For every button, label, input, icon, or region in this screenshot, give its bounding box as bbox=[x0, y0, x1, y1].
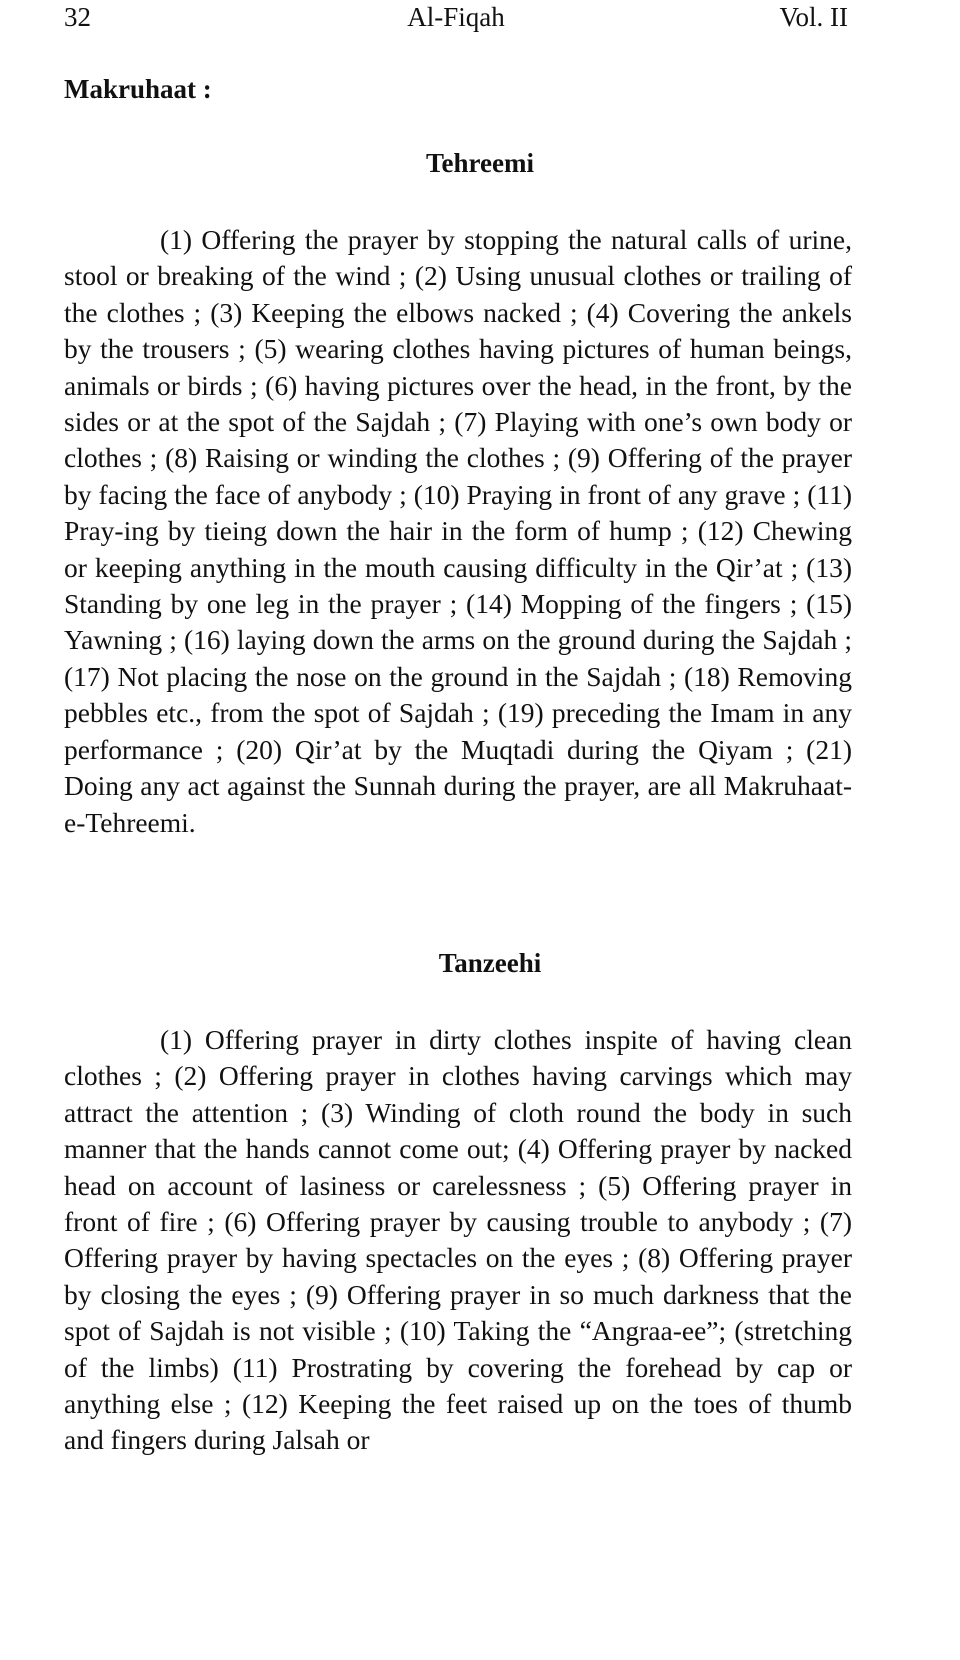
page-number: 32 bbox=[64, 2, 91, 32]
tanzeehi-heading: Tanzeehi bbox=[438, 948, 542, 978]
tehreemi-paragraph: (1) Offering the prayer by stopping the natural calls of urine, stool or breaking of the wind ; (2) Using unusual clothes or trailing of the clothes ; (3) Keeping the elbows nacked ; (4) Covering the ankels by the trousers ; (5) wearing clothes having pictures of human beings, animals or birds ; (6) having pictures over the head, in the front, by the sides or at the spot of the Sajdah ; (7) Playing with one’s own body or clothes ; (8) Raising or winding the clothes ; (9) Offering of the prayer by facing the face of anybody ; (10) Praying in front of any grave ; (11) Pray-ing by tieing down the hair in the form of hump ; (12) Chewing or keeping anything in the mouth causing difficulty in the Qir’at ; (13) Standing by one leg in the prayer ; (14) Mopping of the fingers ; (15) Yawning ; (16) laying down the arms on the ground during the Sajdah ; (17) Not placing the nose on the ground in the Sajdah ; (18) Removing pebbles etc., from the spot of Sajdah ; (19) preceding the Imam in any performance ; (20) Qir’at by the Muqtadi during the Qiyam ; (21) Doing any act against the Sunnah during the prayer, are all Makruhaat-e-Tehreemi. bbox=[64, 224, 852, 838]
running-title: Al-Fiqah bbox=[407, 2, 505, 32]
section-title: Makruhaat : bbox=[64, 74, 212, 104]
tehreemi-heading: Tehreemi bbox=[426, 148, 534, 178]
page-header bbox=[64, 2, 848, 42]
tanzeehi-paragraph: (1) Offering prayer in dirty clothes inspite of having clean clothes ; (2) Offering prayer in clothes having carvings which may attract the attention ; (3) Winding of cloth round the body in such manner that the hands cannot come out; (4) Offering prayer by nacked head on account of lasiness or carelessness ; (5) Offering prayer in front of fire ; (6) Offering prayer by causing trouble to anybody ; (7) Offering prayer by having spectacles on the eyes ; (8) Offering prayer by closing the eyes ; (9) Offering prayer in so much darkness that the spot of Sajdah is not visible ; (10) Taking the “Angraa-ee”; (stretching of the limbs) (11) Prostrating by covering the forehead by cap or anything else ; (12) Keeping the feet raised up on the toes of thumb and fingers during Jalsah or bbox=[64, 1024, 852, 1456]
volume-label: Vol. II bbox=[779, 2, 848, 32]
